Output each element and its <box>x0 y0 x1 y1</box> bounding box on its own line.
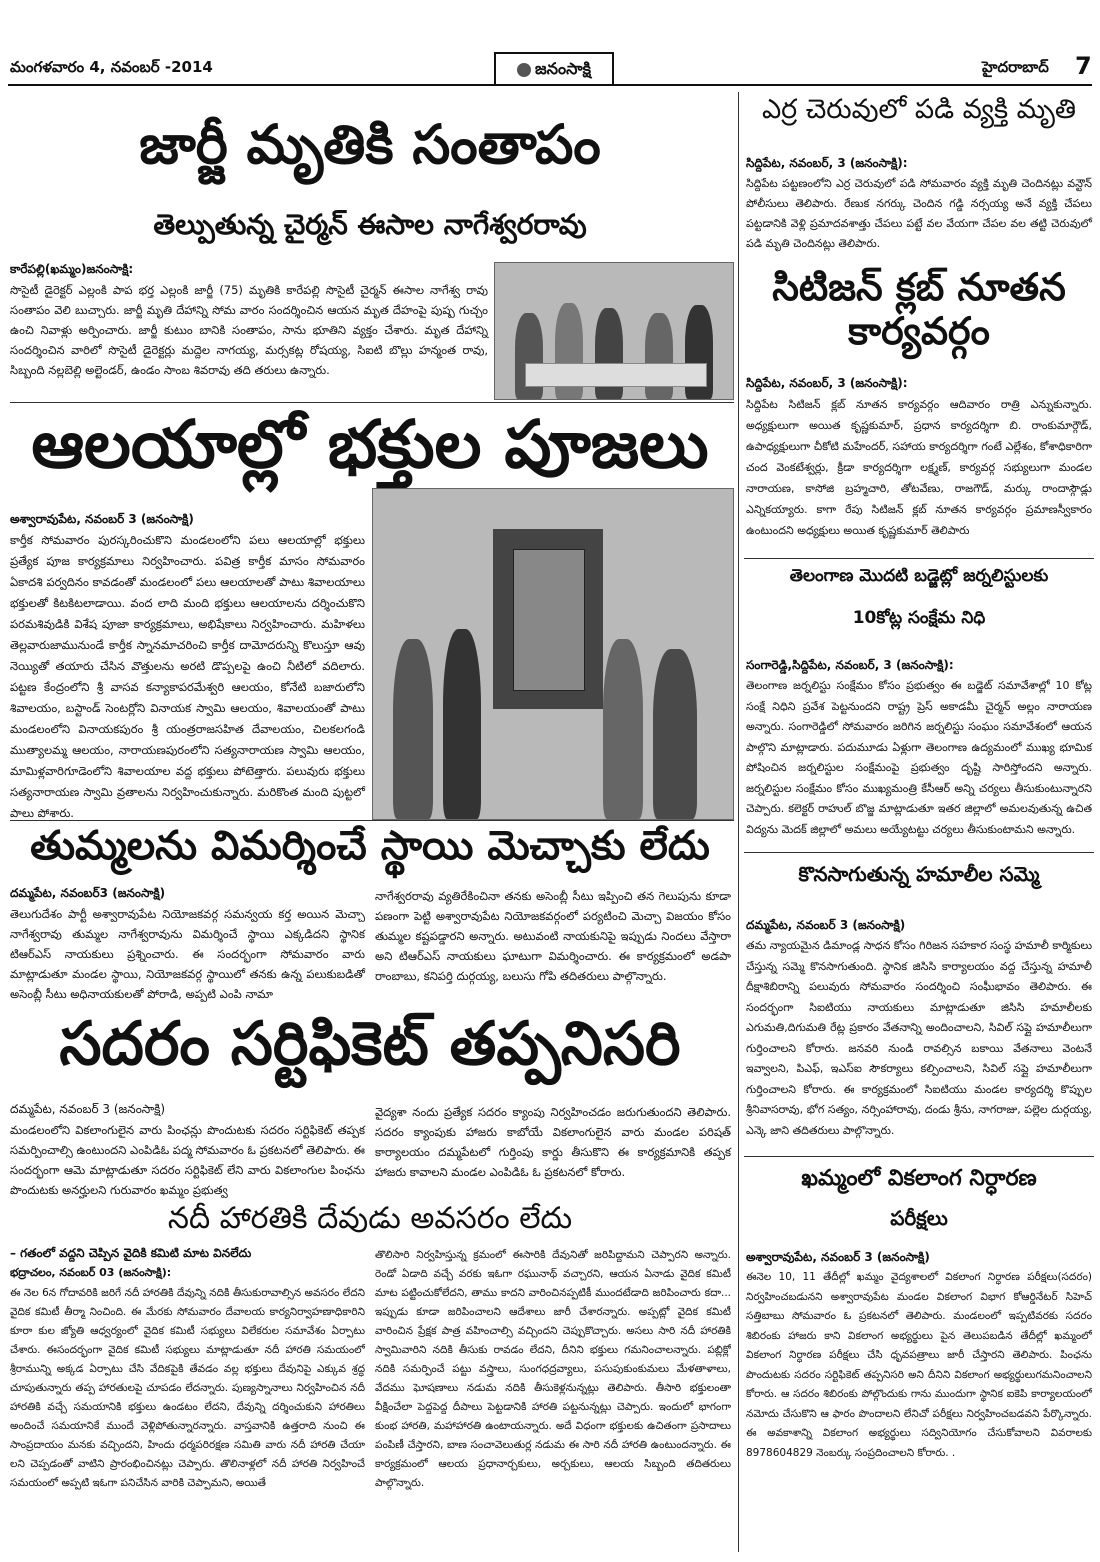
hamali-dateline: దమ్మపేట, నవంబర్ 3 (జనంసాక్షి) <box>746 918 906 932</box>
tummala-dateline: దమ్మపేట, నవంబర్3 (జనంసాక్షి) <box>10 886 166 900</box>
george-dateline: కారేపల్లి(ఖమ్మం)జనంసాక్షి: <box>10 262 134 276</box>
sadaram-col1: మండలంలోని వికలాంగులైన వారు పింఛన్లు పొందుటకు సదరం సర్టిఫికెట్ తప్పక సమర్పించాల్సి ఉంటుందని ఎంపిడిఓ పద్మ సోమవారం ఓ ప్రకటనలో తెలిపారు. ఈ సందర్భంగా ఆమె మాట్లాడుతూ సదరం సర్టిఫికెట్ లేని వారు వికలాంగుల పింఛను పొందుటకు అనర్హులని గురువారం ఖమ్మం ప్రభుత్వ <box>10 1123 365 1197</box>
hamali-body: తమ న్యాయమైన డిమాండ్ల సాధన కోసం గిరిజన సహకార సంస్థ హమాలీ కార్మికులు చేస్తున్న సమ్మె కొనసాగుతుంది. స్థానిక జిసిసి కార్యాలయం వద్ద చేస్తున్న హమాలీ దీక్షాశిబిరాన్ని పలువురు సోమవారం సందర్శించి సంఘీభావం తెలిపారు. ఈ సందర్భంగా సిఐటియు నాయకులు మాట్లాడుతూ జిసిసి హమాలీలకు ఎగుమతి,దిగుమతి రేట్ల ప్రకారం వేతనాన్ని అందించాలని, సివిల్ సప్లై హమాలీలుగా గుర్తించాలని కోరారు. జనవరి నుండి రావల్సిన బకాయి వేతనాలు వెంటనే ఇవ్వాలని, పిఎఫ్, ఇఎస్ఐ సౌకర్యాలు కల్పించాలని, సివిల్ సప్లై హమాలీలుగా గుర్తించాలని కోరారు. ఈ కార్యక్రమంలో సిఐటియు మండల కార్యదర్శి కొప్పుల శ్రీనివాసరావు, భోగ సత్యం, నర్సింహారావు, దండు శ్రీను, నాగరాజు, పల్లెల దుర్గయ్య, ఎన్కె జాని తదితరులు పాల్గొన్నారు. <box>746 939 1093 1137</box>
tummala-col2: నాగేశ్వరరావు వ్యతిరేకించినా తనకు అసెంబ్లీ సీటు ఇప్పించి తన గెలుపును కూడా పణంగా పెట్టి అశ్వారావుపేట నియోజకవర్గంలో పర్యటించి మెచ్చా విజయం కోసం తుమ్మల కష్టపడ్డారని అన్నారు. అటువంటి నాయకునిపై ఇప్పుడు నిందలు వేస్తారా అని టిఆర్ఎస్ నాయకులు ఘాటుగా విమర్శించారు. ఈ కార్యక్రమంలో అడపా రాంబాబు, కనిపర్తి దుర్గయ్య, బలుసు గోపి తదితరులు పాల్గొన్నారు. <box>375 889 731 983</box>
nadi-headline: నదీ హారతికి దేవుడు అవసరం లేదు <box>167 1201 573 1236</box>
citizen-headline: సిటిజన్ క్లబ్ నూతన కార్యవర్గం <box>772 265 1066 353</box>
logo-emblem-icon <box>517 63 531 77</box>
budget-body: తెలంగాణ జర్నలిస్టు సంక్షేమం కోసం ప్రభుత్వం ఈ బడ్జెట్ సమావేశాల్లో 10 కోట్ల సంక్షే నిధిని ప్రవేశ పెట్టనుందని రాష్ట్ర ప్రెస్ అకాడమీ చైర్మన్ అల్లం నారాయణ అన్నారు. సంగారెడ్డిలో సోమవారం జరిగిన జర్నలిస్టు సంఘం సమావేశంలో ఆయన పాల్గొని మాట్లాడారు. పదుమూడు ఏళ్లుగా తెలంగాణ ఉద్యమంలో ముఖ్య భూమిక పోషించిన జర్నలిస్టుల సంక్షేమంపై ప్రభుత్వం దృష్టి సారిస్తోందని అన్నారు. జర్నలిస్టుల సంక్షేమం కోసం ముఖ్యమంత్రి కేసీఆర్ అన్ని చర్యలు తీసుకుంటున్నారని చెప్పారు. కలెక్టర్ రాహుల్ బొజ్జ మాట్లాడుతూ ఇతర జిల్లాలో అమలవుతున్న ఉచిత విద్యను మెదక్ జిల్లాలో అమలు అయ్యేటట్టు చర్యలు తీసుకుంటామని అన్నారు. <box>746 679 1092 836</box>
temples-body: కార్తీక సోమవారం పురస్కరించుకొని మండలంలోని పలు ఆలయాల్లో భక్తులు ప్రత్యేక పూజ కార్యక్రమాలు నిర్వహించారు. పవిత్ర కార్తీక మాసం సోమవారం ఏకాదశి పర్వదినం కావడంతో మండలంలో పలు ఆలయాలతో పాటు శివాలయాలు భక్తులతో కిటకిటలాడాయి. వంద లాది మంది భక్తులు ఆలయాలను దర్శించుకొని పరమశివుడికి విశేష పూజా కార్యక్రమాలు, అభిషేకాలు నిర్వహించారు. మహిళలు తెల్లవారుజామునుండే కార్తీక స్నానమాచరించి కార్తీక దామోదరున్ని కొలుస్తూ ఆవు నెయ్యితో తయారు చేసిన వొత్తులను అరటి డొప్పలపై ఉంచి నీటిలో వదిలారు. పట్టణ కేంద్రంలోని శ్రీ వాసవ కన్యాకాపరమేశ్వరి ఆలయం, కోనేటి బజారులోని శివాలయం, బస్టాండ్ సెంటర్లోని వినాయక స్వామి ఆలయం, శివాలయంతో పాటు మండలంలోని వినాయకపురం శ్రీ యంత్రరాజసహిత దేవాలయం, చిలకలగండి ముత్యాలమ్మ ఆలయం, నారాయణపురంలోని సత్యనారాయణ స్వామి ఆలయం, మామిళ్లవారిగూడెంలోని శివాలయాల వద్ద భక్తులు పోటెత్తారు. పలువురు భక్తులు సత్యనారాయణ స్వామి వ్రతాలను నిర్వహించుకున్నారు. మరికొంత మంది పుట్టలో పాలు పోశారు. <box>10 533 365 820</box>
nadi-dateline: భద్రాచలం, నవంబర్ 03 (జనంసాక్షి): <box>10 1266 172 1279</box>
khammam-headline: ఖమ్మంలో వికలాంగ నిర్ధారణ <box>801 1166 1037 1191</box>
section-divider <box>744 852 1094 853</box>
column-divider <box>738 92 739 1552</box>
citizen-body: సిద్దిపేట సిటిజన్ క్లబ్ నూతన కార్యవర్గం ఆదివారం రాత్రి ఎన్నుకున్నారు. అధ్యక్షులుగా అయిత కృష్ణకుమార్, ప్రధాన కార్యదర్శిగా బి. రాంకుమార్గౌడ్, ఉపాధ్యక్షులుగా చీకోటి మహేందర్, సహాయ కార్యదర్శిగా గంటే ఎల్లేశం, కోశాధికారిగా చంద వెంకటేశ్వర్లు, క్రీడా కార్యదర్శిగా లక్ష్మణ్, కార్యవర్గ సభ్యులుగా మండల నారాయణ, కాసోజి బ్రహ్మచారి, తోటవేణు, రాజగౌడ్, మర్కు రాందాస్గౌడ్లు ఎన్నికయ్యారు. కాగా రేపు సిటిజన్ క్లబ్ నూతన కార్యవర్గం ప్రమాణస్వీకారం ఉంటుందని అధ్యక్షులు అయిత కృష్ణకుమార్ తెలిపారు <box>746 398 1092 537</box>
masthead-date: మంగళవారం 4, నవంబర్ -2014 <box>10 58 213 76</box>
nadi-kicker: – గతంలో వద్దని చెప్పిన వైదికి కమిటి మాట వినలేదు <box>10 1246 252 1260</box>
george-body: సొసైటీ డైరెక్టర్ ఎల్లంకి పాప భర్త ఎల్లంకి జార్జీ (75) మృతికి కారేపల్లి సొసైటీ చైర్మన్ ఈసాల నాగేశ్వ రావు సంతాపం వెలి బుచ్చారు. జార్జీ మృతి దేహాన్ని సోమ వారం సందర్శించిన ఆయన మృత దేహంపై పుష్ప గుచ్చం ఉంచి నివాళ్లు అర్పించారు. జార్జీ కుటుం బానికి సంతాపం, సాను భూతిని వ్యక్తం చేశారు. మృత దేహాన్ని సందర్శించిన వారిలో సొసైటీ డైరెక్టర్లు మద్దెల నాగయ్య, మర్సకట్ల రోషయ్య, సిఐటి బొల్లు హన్మంత రావు, సిబ్బంది నల్లబెల్లి అల్టెండర్, ఉండం సాంబ శివరావు తది తరులు ఉన్నారు. <box>10 283 488 377</box>
page-number: 7 <box>1075 52 1092 80</box>
logo-text: జనంసాక్షి <box>535 59 591 78</box>
erra-headline: ఎర్ర చెరువులో పడి వ్యక్తి మృతి <box>761 94 1077 125</box>
sadaram-col2: వైద్యశా నందు ప్రత్యేక సదరం క్యాంపు నిర్వహించడం జరుగుతుందని తెలిపారు. సదరం క్యాంపుకు హాజరు కాబోయే వికలాంగులైన వారు మండల పరిషత్ కార్యాలయం దమ్మపేటలో గుర్తింపు కార్డు తీసుకొని ఈ కార్యక్రమానికి తప్పక హాజరు కావాలని మండల ఎంపిడిఓ ఓ ప్రకటనలో కోరారు. <box>375 1105 731 1179</box>
george-photo <box>494 262 734 400</box>
sadaram-headline: సదరం సర్టిఫికెట్ తప్పనిసరి <box>59 1009 681 1079</box>
tummala-headline: తుమ్మలను విమర్శించే స్థాయి మెచ్చాకు లేదు <box>30 823 710 869</box>
masthead-city: హైదరాబాద్ <box>982 58 1049 76</box>
section-divider <box>744 1156 1094 1157</box>
nadi-col2: తొలిసారి నిర్వహిస్తున్న క్రమంలో ఈసారికి దేవునితో జరిపిద్దామని చెప్పారని అన్నారు. రెండో ఏడాది వచ్చే వరకు ఇఓగా రఘునాథ్ వచ్చారని, ఆయన ఏనాడు వైదిక కమిటీ మాట పట్టించుకోలేదని, తాము కాదని వారించినప్పటికీ ముందటేడాది జరిపించారు కదా... ఇప్పుడు కూడా జరిపించాలని ఆదేశాలు జారీ చేశారన్నారు. అప్పట్లో వైదిక కమిటీ వారించిన ప్రేక్షక పాత్ర వహించాల్సి వచ్చిందని చెప్పుకొచ్చారు. అసలు సారి నదీ హారతికి స్వామివారిని నదికి తీసుకు రావడం లేదని, దీనిని భక్తులు గమనించాలన్నారు. పబ్లిక్లో నదికి సమర్పించే పట్టు వస్త్రాలు, సుంగధద్రవ్యాలు, పసుపుకుంకుమలు మేళతాళాలు, వేదము ఘోషణాలు నడుమ నదికి తీసుకెళ్లనున్నట్లు తెలిపారు. తీసారి భక్తులంతా వీక్షించేలా పెద్దపెద్ద దీపాలు పెట్టడానికి హారతి పట్టనున్నట్లు చెప్పారు. ఇందులో భాగంగా కుంభ హారతి, మహాహారతి ఉంటాయన్నారు. అదే విధంగా భక్తులకు ఉచితంగా ప్రసాదాలు పంపిణీ చేస్తారని, బాణ సంచావెలుతుర్ల నడుమ ఈ సారి నదీ హారతి ఉంటుందన్నారు. ఈ కార్యక్రమంలో ఆలయ ప్రధానార్చకులు, అర్చకులు, ఆలయ సిబ్బంది తదితరులు పాల్గొన్నారు. <box>375 1249 731 1489</box>
george-subhead: తెల్పుతున్న చైర్మన్ ఈసాల నాగేశ్వరరావు <box>153 208 587 241</box>
budget-subhead: 10కోట్ల సంక్షేమ నిధి <box>852 608 986 628</box>
temples-photo <box>372 488 734 820</box>
budget-dateline: సంగారెడ్డి,సిద్దిపేట, నవంబర్, 3 (జనంసాక్షి): <box>746 658 954 672</box>
erra-dateline: సిద్దిపేట, నవంబర్, 3 (జనంసాక్షి): <box>746 156 908 170</box>
george-headline: జార్జీ మృతికి సంతాపం <box>139 113 601 176</box>
temples-dateline: అశ్వారావుపేట, నవంబర్ 3 (జనంసాక్షి) <box>10 512 194 526</box>
khammam-subhead: పరీక్షలు <box>890 1206 948 1230</box>
section-divider <box>10 402 734 403</box>
erra-body: సిద్దిపేట పట్టణంలోని ఎర్ర చెరువులో పడి సోమవారం వ్యక్తి మృతి చెందినట్లు వన్టౌన్ పోలీసులు తెలిపారు. రేణుక నగర్కు చెందిన గడ్డి నర్సయ్య అనే వ్యక్తి చేపలు పట్టడానికి వెళ్లి ప్రమాదవశాత్తు చేపలు పట్టే వల వేయగా చేపల వల తట్టి చెరువులో పడి మృతి చెందినట్లు తెలిపారు. <box>746 177 1092 250</box>
temples-headline: ఆలయాల్లో భక్తుల పూజలు <box>31 406 709 483</box>
sadaram-dateline: దమ్మపేట, నవంబర్ 3 (జనంసాక్షి) <box>10 1102 166 1116</box>
citizen-dateline: సిద్దిపేట, నవంబర్, 3 (జనంసాక్షి): <box>746 376 908 390</box>
budget-headline: తెలంగాణ మొదటి బడ్జెట్లో జర్నలిస్టులకు <box>789 566 1049 586</box>
khammam-dateline: అశ్వారావుపేట, నవంబర్ 3 (జనంసాక్షి) <box>746 1250 930 1264</box>
section-divider <box>10 820 734 821</box>
section-divider <box>744 558 1094 559</box>
hamali-headline: కొనసాగుతున్న హమాలీల సమ్మె <box>798 862 1040 886</box>
masthead-logo <box>494 52 614 86</box>
khammam-body: ఈనెల 10, 11 తేదీల్లో ఖమ్మం వైద్యశాలలో వికలాంగ నిర్ధారణ పరీక్షలు(సదరం) నిర్వహించబడునని అశ్వారావుపేట మండల వికలాంగ విభాగ కోఆర్డినేటర్ సిహెచ్ సత్తిబాబు సోమవారం ఓ ప్రకటనలో తెలిపారు. మండలంలో ఇప్పటివరకు సదరం శిబిరంకు హాజరు కాని వికలాంగ అభ్యర్థులు పైన తెలుపబడిన తేదీల్లో ఖమ్మంలో వికలాంగ నిర్ధారణ పరీక్షలు చేసి ధృవపత్రాలు జారీ చేస్తారని తెలిపారు. పింఛను పొందుటకు సదరం సర్టిఫికెట్ తప్పనిసరి అని దీనిని వికలాంగ అభ్యర్థులుగమనించాలని కోరారు. ఆ సదరం శిబిరంకు పోల్గొందుకు గాను ముందుగా స్థానిక ఐకెపి కార్యాలయంలో నమోదు చేసుకొని ఆ ఫారం పొందాలని లేనిచో పరీక్షలు నిర్వహించబడవని పేర్కొన్నారు. ఈ అవకాశాన్ని వికలాంగ అభ్యర్థులు సద్వినియోగం చేసుకోవాలని వివరాలకు 8978604829 నెంబర్కు సంప్రదించాలని కోరారు. . <box>746 1271 1092 1459</box>
nadi-col1: ఈ నెల 6న గోదావరికి జరిగే నదీ హారతికి దేవున్ని నదికి తీసుకురావాల్సిన అవసరం లేదని వైదిక కమిటీ తీర్మా నించింది. ఈ మేరకు సోమవారం దేవాలయ కార్యనిర్వాహణాధికారిని కూరా కుల జ్యోతి ఆధ్వర్యంలో వైదిక కమిటీ సభ్యులు విలేకరుల సమావేశం ఏర్పాటు చేశారు. ఈసందర్భంగా వైదిక కమిటీ సభ్యులు మాట్లాడుతూ నదీ హారతి సమయంలో శ్రీరామున్ని అక్కడ ఏర్పాటు చేసి వేదికపైకి తేవడం వల్ల భక్తులు దేవునిపై ఎక్కువ శ్రద్ధ చూపుతున్నారు తప్ప హారతులపై చూపడం లేదన్నారు. పుణ్యస్నానాలు నిర్వహించిన నదీ హారతికి వచ్చే సమయానికి భక్తులు ఉండటం లేదని, దేవున్ని దర్శించుకుని హారతిలు అందించే సమయానికే ముందే వెళ్లిపోతున్నారన్నారు. వాస్తవానికి ఉత్తరాది నుంచి ఈ సాంప్రదాయం మనకు వచ్చిందని, హిందు ధర్మపరిరక్షణ సమితి వారు నదీ హారతి చేయా లని చెప్పడంతో వాటిని ప్రారంభించినట్లు చెప్పారు. తొలినాళ్లలో నదీ హారతి నిర్వహించే సమయంలో అప్పటి ఇఓగా పనిచేసిన వారికి చెప్పామని, అయితే <box>10 1287 365 1489</box>
masthead-rule <box>8 84 1092 86</box>
tummala-col1: తెలుగుదేశం పార్టీ అశ్వారావుపేట నియోజకవర్గ సమన్వయ కర్త అయిన మెచ్చా నాగేశ్వరావు తుమ్మల నాగేశ్వరావును విమర్శించే స్థాయి ఎక్కడిదని స్థానిక టిఆర్ఎస్ నాయకులు ప్రశ్నించారు. ఈ సందర్భంగా సోమవారం వారు మాట్లాడుతూ మండల స్థాయి, నియోజకవర్గ స్థాయిలో తనకు ఉన్న పలుకుబడితో అసెంబ్లీ సీటు అధినాయకులతో పోరాడి, అప్పటి ఎంపి నామా <box>10 907 365 1001</box>
